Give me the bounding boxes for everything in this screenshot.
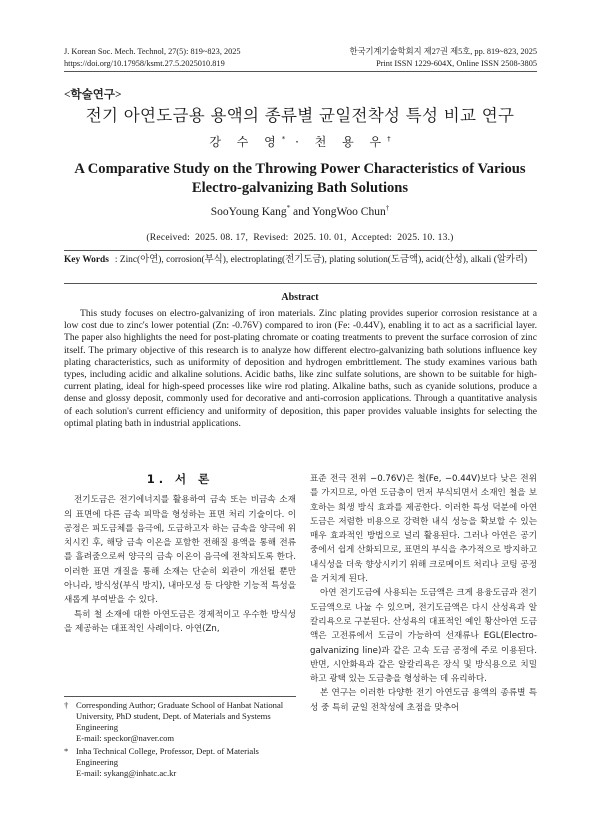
title-korean: 전기 아연도금용 용액의 종류별 균일전착성 특성 비교 연구	[85, 106, 515, 125]
author2-english-mark: †	[385, 204, 390, 212]
footnote-mark: *	[64, 746, 69, 756]
keywords-block	[64, 254, 537, 266]
body-paragraph: 본 연구는 이러한 다양한 전기 아연도금 용액의 종류별 특성 중 특히 균일 전착성에 초점을 맞추어	[310, 688, 537, 713]
footnote-coauthor	[64, 746, 296, 768]
author1-english: SooYoung Kang	[210, 205, 287, 218]
keywords-divider-top	[64, 250, 537, 251]
abstract-text: This study focuses on electro-galvanizing of iron materials. Zinc plating provides superior corrosion resistance at a low cost due to zinc's lower potential (Zn: -0.76V) compared to iron (Fe: -0.44V), enabling it to act as a sacrificial layer. The paper also highlights the need for post-plating chromate or coating treatments to prevent the surface corrosion of zinc itself. The primary objective of this research is to analyze how different electro-galvanizing bath solutions influence key plating characteristics, such as uniformity of deposition and hydrogen embrittlement. The study examines various bath types, including acidic and alkaline solutions. Acidic baths, like zinc sulfate solutions, are shown to be suitable for high-current plating, ideal for high-speed processes like wire rod plating. Alkaline baths, such as cyanide solutions, produce a dense and glossy deposit, commonly used for decorative and anti-corrosion applications. Through a quantitative analysis of each solution's current efficiency and uniformity of deposition, this paper provides valuable insights for selecting the optimal plating bath in industrial applications.	[64, 308, 537, 429]
footnote-email-link[interactable]: E-mail: sykang@inhatc.ac.kr	[76, 768, 177, 778]
author1-english-mark: *	[286, 204, 291, 212]
body-paragraph: 전기도금은 전기에너지를 활용하여 금속 또는 비금속 소재의 표면에 다른 금속 피막을 형성하는 표면 처리 기술이다. 이 공정은 피도금체를 음극에, 도금하고자 하는 금속을 양극에 위치시킨 후, 해당 금속 이온을 포함한 전해질 용액을 통해 전류를 흘려줌으로써 양극의 금속 이온이 음극에 전착되도록 한다. 이러한 표면 개질을 통해 소재는 단순히 외관이 개선될 뿐만 아니라, 방식성(부식 방지), 내마모성 등 다양한 기능적 특성을 새롭게 부여받을 수 있다.	[64, 495, 296, 606]
footnote-email-link[interactable]: E-mail: speckor@naver.com	[76, 733, 175, 743]
body-column-left	[64, 472, 296, 636]
keywords-text: : Zinc(아연), corrosion(부식), electroplating(전기도금), plating solution(도금액), acid(산성), alkali (알카리)	[114, 255, 528, 265]
abstract-heading: Abstract	[281, 292, 319, 303]
author1-korean-mark: *	[281, 135, 286, 143]
footnote-text: Corresponding Author; Graduate School of Hanbat National University, PhD student, Dept. of Materials and Systems Engineering	[76, 700, 284, 732]
running-header	[64, 46, 537, 69]
authors-korean	[0, 133, 600, 150]
header-doi-link[interactable]: https://doi.org/10.17958/ksmt.27.5.2025010.819	[64, 58, 225, 68]
title-english-line2: Electro-galvanizing Bath Solutions	[191, 179, 409, 196]
footnote-mark: †	[64, 700, 69, 710]
header-journal-korean: 한국기계기술학회지 제27권 제5호, pp. 819~823, 2025	[349, 47, 537, 56]
author2-korean-mark: †	[387, 135, 391, 143]
section-heading-introduction: 1. 서 론	[146, 472, 214, 486]
body-paragraph: 아연 전기도금에 사용되는 도금액은 크게 용융도금과 전기도금액으로 나눌 수 있으며, 전기도금액은 다시 산성욕과 알칼리욕으로 구분된다. 산성욕의 대표적인 예인 황산아연 도금액은 고전류에서 도금이 가능하여 선재류나 EGL(Electro-galvanizing line)과 같은 고속 도금 공정에 주로 이용된다. 반면, 시안화욕과 같은 알칼리욕은 장식 및 방식용으로 치밀하고 광택 있는 도금층을 형성하는 데 유리하다.	[310, 588, 537, 685]
footnote-corresponding-author	[64, 700, 296, 733]
header-issn: Print ISSN 1229-604X, Online ISSN 2508-3805	[376, 58, 537, 68]
keywords-label: Key Words	[64, 255, 109, 265]
footnote-divider	[64, 696, 296, 697]
title-english	[40, 160, 560, 197]
title-english-line1: A Comparative Study on the Throwing Power Characteristics of Various	[74, 161, 526, 177]
body-paragraph: 특히 철 소재에 대한 아연도금은 경제적이고 우수한 방식성을 제공하는 대표적인 사례이다. 아연(Zn,	[64, 609, 296, 634]
body-column-right	[310, 472, 537, 715]
header-divider	[64, 71, 537, 72]
footnote-text: Inha Technical College, Professor, Dept. of Materials Engineering	[76, 746, 259, 767]
footnotes	[64, 700, 296, 781]
article-category: <학술연구>	[64, 89, 122, 101]
received-dates: (Received: 2025. 08. 17, Revised: 2025. 10. 01, Accepted: 2025. 10. 13.)	[146, 232, 454, 243]
author-separator: ·	[295, 135, 305, 149]
body-paragraph: 표준 전극 전위 −0.76V)은 철(Fe, −0.44V)보다 낮은 전위를 가지므로, 아연 도금층이 먼저 부식되면서 소재인 철을 보호하는 희생 방식 효과를 제공한다. 이러한 특성 덕분에 아연도금은 저렴한 비용으로 강력한 내식 성능을 확보할 수 있는 매우 효과적인 방법으로 널리 활용된다. 그러나 아연은 공기 중에서 쉽게 산화되므로, 표면의 부식을 추가적으로 방지하고 내식성을 더욱 향상시키기 위해 크로메이트 처리나 코팅 공정을 거치게 된다.	[310, 474, 537, 585]
authors-english	[0, 204, 600, 218]
keywords-divider-bottom	[64, 283, 537, 284]
header-journal-citation: J. Korean Soc. Mech. Technol, 27(5): 819~823, 2025	[64, 47, 241, 56]
author-conjunction: and	[290, 205, 313, 218]
author1-korean: 강 수 영	[209, 135, 282, 149]
author2-korean: 천 용 우	[314, 135, 388, 149]
author2-english: YongWoo Chun	[312, 205, 386, 218]
